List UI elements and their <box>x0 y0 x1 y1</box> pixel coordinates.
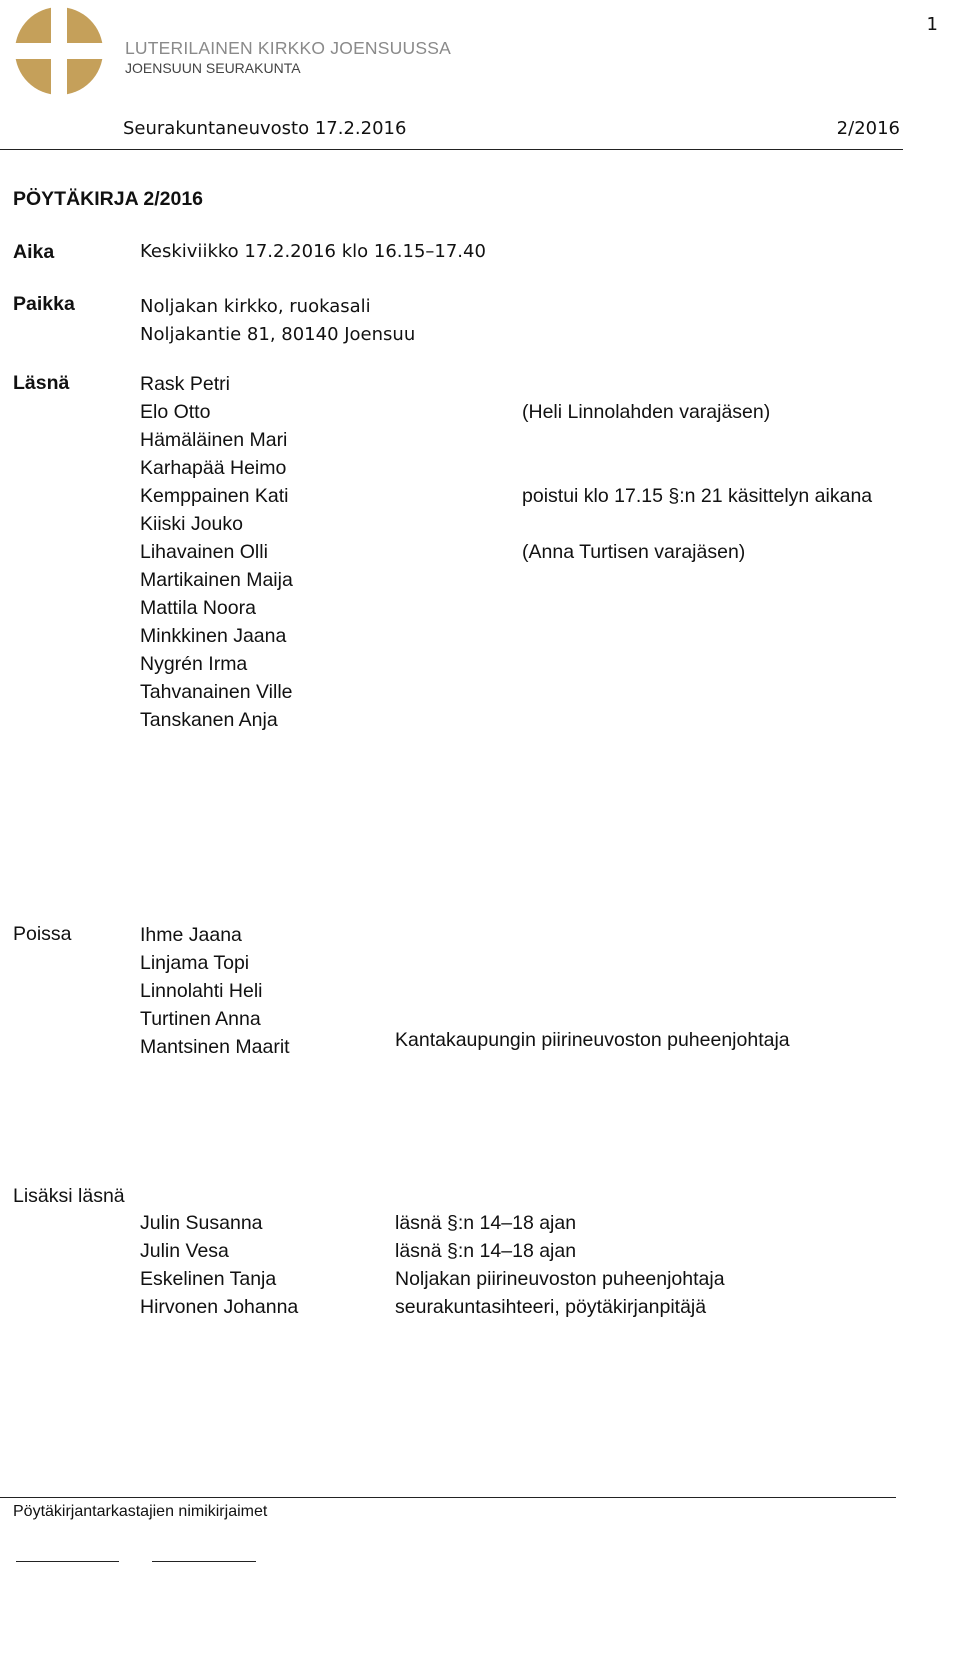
page-number: 1 <box>926 14 938 35</box>
aika-value: Keskiviikko 17.2.2016 klo 16.15–17.40 <box>140 241 486 262</box>
paikka-lines <box>140 293 415 349</box>
paikka-line: Noljakan kirkko, ruokasali <box>140 296 371 317</box>
member-name: Julin Susanna <box>140 1212 263 1234</box>
paikka-line: Noljakantie 81, 80140 Joensuu <box>140 324 416 345</box>
member-note: (Anna Turtisen varajäsen) <box>522 541 746 563</box>
member-name: Turtinen Anna <box>140 1008 261 1030</box>
lasna-names <box>140 370 293 734</box>
member-note <box>522 426 872 454</box>
member-name: Mantsinen Maarit <box>140 1036 290 1058</box>
poissa-label: Poissa <box>13 923 72 945</box>
member-name: Lihavainen Olli <box>140 541 268 563</box>
lisaksi-notes <box>395 1209 725 1321</box>
member-name: Martikainen Maija <box>140 569 293 591</box>
member-note <box>522 510 872 538</box>
lasna-label: Läsnä <box>13 372 70 394</box>
aika-label: Aika <box>13 241 55 263</box>
member-name: Rask Petri <box>140 373 230 395</box>
member-note: Kantakaupungin piirineuvoston puheenjohtaja <box>395 1029 790 1051</box>
member-name: Julin Vesa <box>140 1240 229 1262</box>
meeting-number: 2/2016 <box>836 118 900 139</box>
member-name: Tanskanen Anja <box>140 709 278 731</box>
member-note <box>522 370 872 398</box>
member-name: Ihme Jaana <box>140 924 242 946</box>
member-note <box>522 454 872 482</box>
initials-line-2 <box>152 1561 256 1562</box>
member-name: Hirvonen Johanna <box>140 1296 299 1318</box>
church-cross-logo-icon <box>14 6 104 96</box>
member-name: Nygrén Irma <box>140 653 248 675</box>
member-name: Kiiski Jouko <box>140 513 243 535</box>
paikka-label: Paikka <box>13 293 75 315</box>
member-name: Linjama Topi <box>140 952 250 974</box>
header-divider <box>0 149 903 150</box>
logo-subtitle: JOENSUUN SEURAKUNTA <box>125 60 301 76</box>
meeting-header: Seurakuntaneuvosto 17.2.2016 <box>123 118 407 139</box>
initials-line-1 <box>16 1561 119 1562</box>
footer-divider <box>0 1497 896 1498</box>
member-name: Karhapää Heimo <box>140 457 287 479</box>
logo-title: LUTERILAINEN KIRKKO JOENSUUSSA <box>125 38 451 58</box>
member-name: Hämäläinen Mari <box>140 429 288 451</box>
member-note: Noljakan piirineuvoston puheenjohtaja <box>395 1268 725 1290</box>
member-note: läsnä §:n 14–18 ajan <box>395 1240 577 1262</box>
lasna-notes <box>522 370 872 566</box>
member-note: poistui klo 17.15 §:n 21 käsittelyn aikana <box>522 485 873 507</box>
member-name: Elo Otto <box>140 401 211 423</box>
member-note: (Heli Linnolahden varajäsen) <box>522 401 771 423</box>
lisaksi-names <box>140 1209 298 1321</box>
member-name: Eskelinen Tanja <box>140 1268 277 1290</box>
member-name: Mattila Noora <box>140 597 256 619</box>
page-title: PÖYTÄKIRJA 2/2016 <box>13 188 204 210</box>
member-name: Minkkinen Jaana <box>140 625 287 647</box>
member-name: Tahvanainen Ville <box>140 681 293 703</box>
poissa-names <box>140 921 290 1061</box>
footer-label: Pöytäkirjantarkastajien nimikirjaimet <box>13 1503 268 1520</box>
member-name: Linnolahti Heli <box>140 980 263 1002</box>
member-note: läsnä §:n 14–18 ajan <box>395 1212 577 1234</box>
lisaksi-label: Lisäksi läsnä <box>13 1185 125 1207</box>
member-note: seurakuntasihteeri, pöytäkirjanpitäjä <box>395 1296 707 1318</box>
member-name: Kemppainen Kati <box>140 485 289 507</box>
